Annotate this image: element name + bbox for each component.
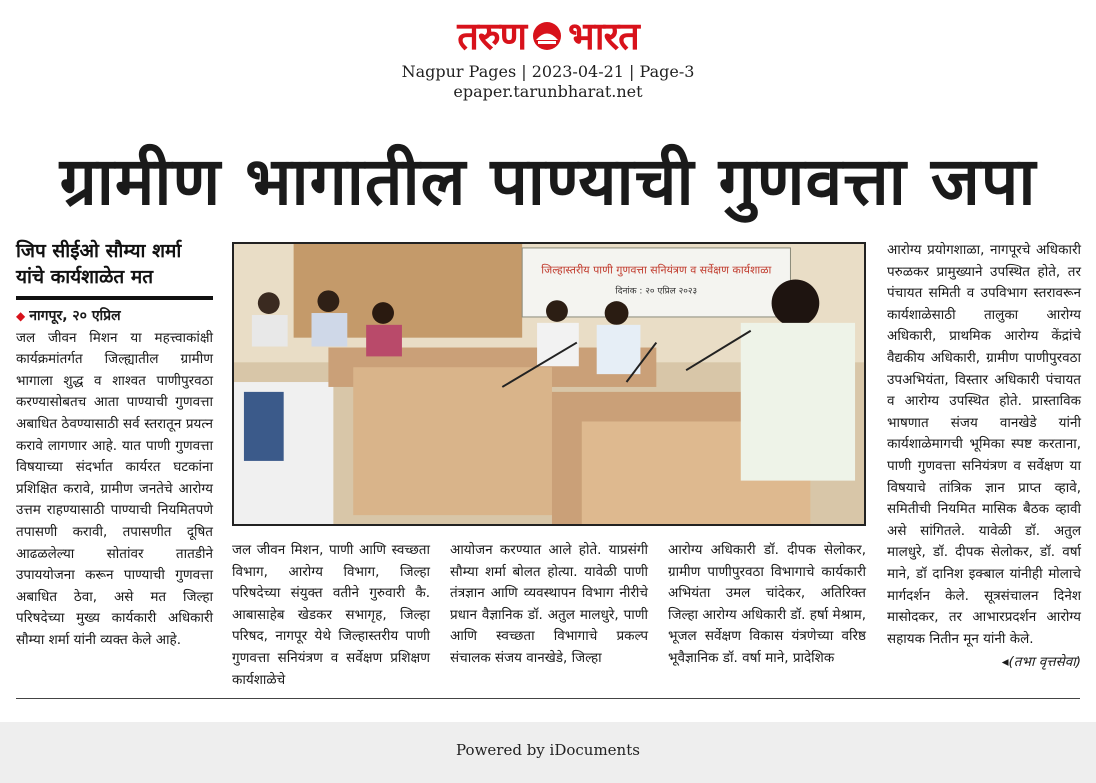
dateline: नागपूर, २० एप्रिल xyxy=(29,308,121,324)
footer xyxy=(0,722,1096,783)
column-5-text: आरोग्य प्रयोगशाळा, नागपूरचे अधिकारी परुळकर प्रामुख्याने उपस्थित होते, तर पंचायत समिती व उपविभाग स्तरावरून कार्यशाळेसाठी तालुका आरोग्य अधिकारी, प्राथमिक आरोग्य केंद्रांचे वैद्यकीय अधिकारी, ग्रामीण पाणीपुरवठा उपअभियंता, विस्तार अधिकारी पंचायत व आरोग्य उपस्थित होते. प्रास्ताविक भाषणात संजय वानखेडे यांनी कार्यशाळेमागची भूमिका स्पष्ट करताना, पाणी गुणवत्ता सनियंत्रण व सर्वेक्षण या विषयाचे तांत्रिक ज्ञान प्राप्त व्हावे, समितीची नियमित मासिक बैठक व्हावी असे सांगितले. यावेळी डॉ. अतुल मालधुरे, डॉ. दीपक सेलोकर, डॉ. वर्षा माने, डॉ दानिश इक्बाल यांनीही मोलाचे मार्गदर्शन केले. सूत्रसंचालन दिनेश मासोदकर, तर आभारप्रदर्शन आरोग्य सहायक नितीन मून यांनी केले. xyxy=(887,242,1081,647)
news-agency-credit xyxy=(887,652,1081,674)
diamond-bullet-icon: ◆ xyxy=(16,309,26,323)
masthead xyxy=(0,14,1096,102)
article-column-1 xyxy=(16,238,213,652)
article-photo[interactable] xyxy=(232,242,866,526)
article-column-4: आरोग्य अधिकारी डॉ. दीपक सेलोकर, ग्रामीण पाणीपुरवठा विभागाचे कार्यकारी अभियंता उमल चांदेकर, अतिरिक्त जिल्हा आरोग्य अधिकारी डॉ. हर्षा मेश्राम, भूजल सर्वेक्षण विकास यंत्रणेच्या वरिष्ठ भूवैज्ञानिक डॉ. वर्षा माने, प्रादेशिक xyxy=(668,542,866,666)
logo-text-left: तरुण xyxy=(457,14,527,58)
article-column-3: आयोजन करण्यात आले होते. याप्रसंगी सौम्या शर्मा बोलत होत्या. यावेळी पाणी तंत्रज्ञान आणि व्यवस्थापन विभाग नीरीचे प्रधान वैज्ञानिक डॉ. अतुल मालधुरे, पाणी आणि स्वच्छता विभागाचे प्रकल्प संचालक संजय वानखेडे, जिल्हा xyxy=(450,542,648,666)
divider xyxy=(16,698,1080,699)
column-1-text: जल जीवन मिशन या महत्त्वाकांक्षी कार्यक्रमांतर्गत जिल्ह्यातील ग्रामीण भागाला शुद्ध व शाश्वत पाणीपुरवठा करण्यासोबतच आता पाण्याची गुणवत्ता अबाधित ठेवण्यासाठी सर्व स्तरातून प्रयत्न करावे लागणार आहे. यात पाणी गुणवत्ता विषयाच्या संदर्भात कार्यरत घटकांना प्रशिक्षित करावे, ग्रामीण जनतेचे आरोग्य उत्तम राहण्यासाठी पाण्याची नियमितपणे तपासणी करावी, तपासणीत दूषित आढळलेल्या सोतांवर तातडीने उपाययोजना करून पाण्याची गुणवत्ता अबाधित ठेवा, असे मत जिल्हा परिषदेच्या मुख्य कार्यकारी अधिकारी सौम्या शर्मा यांनी व्यक्त केले आहे. xyxy=(16,329,213,648)
article-headline: ग्रामीण भागातील पाण्याची गुणवत्ता जपा xyxy=(59,143,1037,220)
credit-arrow-icon: ◂ xyxy=(1001,654,1009,671)
dateline-row xyxy=(16,306,213,328)
credit-text: (तभा वृत्तसेवा) xyxy=(1008,654,1081,671)
edition-info: Nagpur Pages | 2023-04-21 | Page-3 xyxy=(401,62,695,81)
banner-date: दिनांक : २० एप्रिल २०२३ xyxy=(615,286,698,297)
article-column-2: जल जीवन मिशन, पाणी आणि स्वच्छता विभाग, आरोग्य विभाग, जिल्हा परिषदेच्या संयुक्त वतीने गुरुवारी कै. आबासाहेब खेडकर सभागृह, जिल्हा परिषद, नागपूर येथे जिल्हास्तरीय पाणी गुणवत्ता सनियंत्रण व सर्वेक्षण प्रशिक्षण कार्यशाळेचे xyxy=(232,542,430,688)
banner-title: जिल्हास्तरीय पाणी गुणवत्ता सनियंत्रण व सर्वेक्षण कार्यशाळा xyxy=(541,263,772,277)
article-column-5 xyxy=(887,240,1081,674)
website-link[interactable]: epaper.tarunbharat.net xyxy=(453,82,643,101)
article-subheadline: जिप सीईओ सौम्या शर्मा यांचे कार्यशाळेत मत xyxy=(16,238,213,300)
powered-by-link[interactable]: Powered by iDocuments xyxy=(456,741,640,759)
newspaper-logo[interactable] xyxy=(457,14,639,58)
logo-emblem-icon xyxy=(532,21,562,51)
logo-text-right: भारत xyxy=(568,14,639,58)
